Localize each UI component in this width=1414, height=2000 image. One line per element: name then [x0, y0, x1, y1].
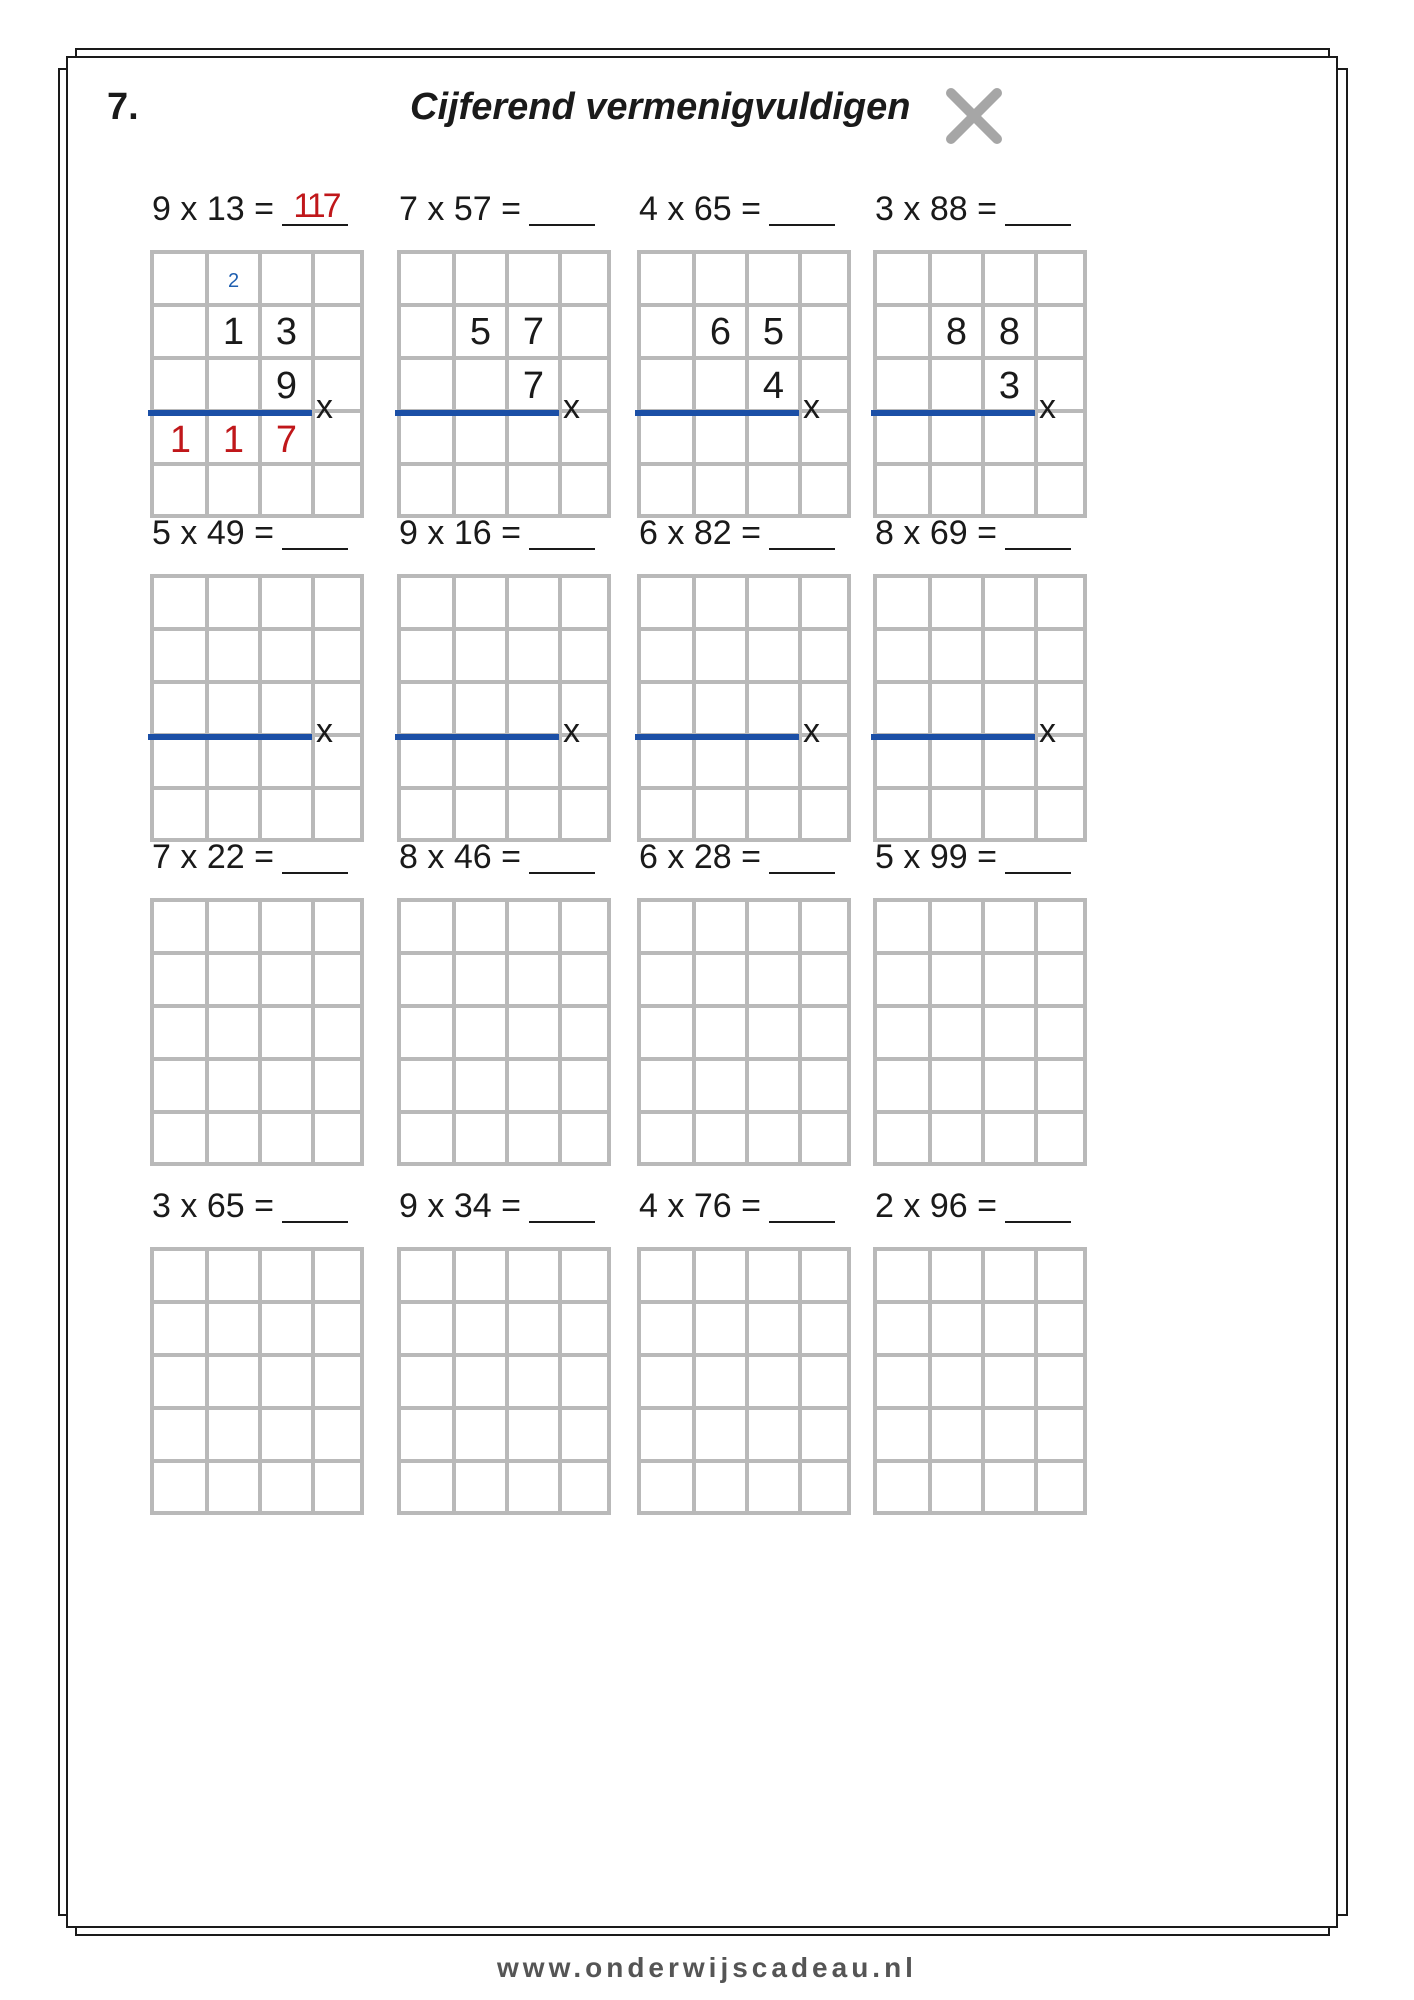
answer-blank[interactable]: [769, 514, 835, 550]
question-text: 3 x 88 =: [875, 190, 997, 228]
calculation-grid[interactable]: [873, 898, 1087, 1166]
carry-digit: 2: [227, 270, 240, 292]
exercise: [843, 514, 1103, 859]
answer-blank[interactable]: [282, 514, 348, 550]
grid-line: [641, 574, 847, 578]
grid-line: [154, 898, 360, 902]
calculation-grid[interactable]: [873, 250, 1087, 518]
grid-line: [877, 627, 1083, 631]
top-digit: 8: [945, 311, 968, 353]
exercise-question: [607, 514, 867, 553]
exercise-question: [120, 514, 380, 553]
grid-line: [981, 574, 985, 842]
exercise: [367, 1187, 627, 1532]
grid-line: [154, 462, 360, 466]
grid-line: [877, 1162, 1083, 1166]
exercise-question: [367, 838, 627, 877]
grid-line: [641, 1511, 847, 1515]
grid-line: [154, 951, 360, 955]
sheet-number: 7.: [107, 86, 139, 128]
grid-line: [311, 1247, 315, 1515]
grid-line: [205, 574, 209, 842]
exercise-question: [843, 514, 1103, 553]
question-text: 8 x 46 =: [399, 838, 521, 876]
grid-line: [692, 574, 696, 842]
grid-line: [877, 356, 1083, 360]
answer-blank[interactable]: [529, 190, 595, 226]
question-text: 4 x 76 =: [639, 1187, 761, 1225]
grid-line: [1034, 898, 1038, 1166]
grid-line: [877, 303, 1083, 307]
answer-blank[interactable]: [282, 838, 348, 874]
grid-line: [401, 1247, 607, 1251]
calculation-grid[interactable]: [397, 898, 611, 1166]
multiply-sign: x: [563, 388, 580, 426]
page-title: Cijferend vermenigvuldigen: [410, 86, 911, 128]
grid-line: [877, 898, 1083, 902]
grid-line: [745, 898, 749, 1166]
answer-blank[interactable]: [769, 838, 835, 874]
grid-line: [877, 680, 1083, 684]
question-text: 5 x 49 =: [152, 514, 274, 552]
grid-line: [154, 356, 360, 360]
grid-line: [641, 356, 847, 360]
question-text: 9 x 34 =: [399, 1187, 521, 1225]
grid-line: [641, 898, 847, 902]
question-text: 8 x 69 =: [875, 514, 997, 552]
grid-line: [641, 1110, 847, 1114]
grid-line: [452, 1247, 456, 1515]
grid-line: [641, 303, 847, 307]
multiply-sign: x: [1039, 712, 1056, 750]
grid-line: [401, 1459, 607, 1463]
exercise-question: [607, 1187, 867, 1226]
top-digit: 5: [762, 311, 785, 353]
answer-blank[interactable]: [1005, 514, 1071, 550]
question-text: 2 x 96 =: [875, 1187, 997, 1225]
sum-line: [395, 410, 559, 416]
question-text: 3 x 65 =: [152, 1187, 274, 1225]
exercise: [367, 190, 627, 535]
grid-line: [877, 951, 1083, 955]
site-url: www.onderwijscadeau.nl: [497, 1952, 917, 1983]
grid-line: [641, 786, 847, 790]
grid-line: [401, 1057, 607, 1061]
grid-line: [1034, 1247, 1038, 1515]
top-digit: 3: [275, 311, 298, 353]
grid-line: [641, 1004, 847, 1008]
grid-line: [154, 680, 360, 684]
grid-line: [981, 1247, 985, 1515]
question-text: 7 x 22 =: [152, 838, 274, 876]
grid-line: [641, 680, 847, 684]
question-text: 6 x 28 =: [639, 838, 761, 876]
grid-line: [154, 1511, 360, 1515]
calculation-grid[interactable]: [150, 898, 364, 1166]
multiply-sign: x: [316, 388, 333, 426]
grid-line: [311, 574, 315, 842]
multiply-sign: x: [563, 712, 580, 750]
top-digit: 6: [709, 311, 732, 353]
answer-blank[interactable]: [529, 514, 595, 550]
exercise-question: [843, 1187, 1103, 1226]
grid-line: [154, 250, 360, 254]
grid-line: [154, 1406, 360, 1410]
top-digit: 5: [469, 311, 492, 353]
calculation-grid[interactable]: [637, 898, 851, 1166]
grid-line: [641, 1162, 847, 1166]
exercise: [843, 190, 1103, 535]
answer-blank[interactable]: [1005, 1187, 1071, 1223]
grid-line: [692, 250, 696, 518]
grid-line: [558, 1247, 562, 1515]
calculation-grid[interactable]: [150, 1247, 364, 1515]
grid-line: [401, 250, 607, 254]
calculation-grid[interactable]: [150, 574, 364, 842]
grid-line: [641, 1057, 847, 1061]
grid-line: [154, 1300, 360, 1304]
exercise: [607, 1187, 867, 1532]
exercise-question: [843, 190, 1103, 229]
calculation-grid[interactable]: [397, 1247, 611, 1515]
top-digit: 7: [522, 311, 545, 353]
grid-line: [258, 1247, 262, 1515]
top-digit: 8: [998, 311, 1021, 353]
grid-line: [641, 951, 847, 955]
grid-line: [401, 627, 607, 631]
grid-line: [401, 303, 607, 307]
grid-line: [928, 250, 932, 518]
grid-line: [877, 1353, 1083, 1357]
grid-line: [692, 898, 696, 1166]
grid-line: [877, 1004, 1083, 1008]
grid-line: [154, 1162, 360, 1166]
grid-line: [154, 1459, 360, 1463]
answer-blank[interactable]: [282, 1187, 348, 1223]
grid-line: [154, 303, 360, 307]
multiplier-digit: 7: [522, 365, 545, 407]
result-digit: 1: [222, 419, 245, 461]
grid-line: [401, 1110, 607, 1114]
grid-line: [401, 786, 607, 790]
question-text: 6 x 82 =: [639, 514, 761, 552]
exercise: [367, 838, 627, 1183]
grid-line: [928, 574, 932, 842]
grid-line: [798, 1247, 802, 1515]
multiplier-digit: 3: [998, 365, 1021, 407]
exercise-question: [120, 1187, 380, 1226]
grid-line: [981, 898, 985, 1166]
sum-line: [148, 734, 312, 740]
answer-text: 117: [293, 187, 339, 225]
answer-blank[interactable]: [769, 1187, 835, 1223]
exercise: [120, 514, 380, 859]
exercise: [120, 838, 380, 1183]
grid-line: [311, 898, 315, 1166]
grid-line: [401, 898, 607, 902]
grid-line: [154, 627, 360, 631]
sum-line: [148, 410, 312, 416]
sum-line: [871, 410, 1035, 416]
exercise: [843, 838, 1103, 1183]
calculation-grid[interactable]: [637, 574, 851, 842]
grid-line: [401, 574, 607, 578]
grid-line: [258, 574, 262, 842]
grid-line: [154, 1057, 360, 1061]
grid-line: [154, 574, 360, 578]
grid-line: [877, 1459, 1083, 1463]
grid-line: [877, 1057, 1083, 1061]
grid-line: [641, 1459, 847, 1463]
exercise-question: [607, 838, 867, 877]
grid-line: [401, 1353, 607, 1357]
grid-line: [745, 1247, 749, 1515]
grid-line: [401, 951, 607, 955]
grid-line: [205, 898, 209, 1166]
sum-line: [395, 734, 559, 740]
exercise-question: [367, 1187, 627, 1226]
calculation-grid[interactable]: [637, 1247, 851, 1515]
grid-line: [505, 898, 509, 1166]
grid-line: [745, 574, 749, 842]
exercise: [843, 1187, 1103, 1532]
result-digit: 1: [169, 419, 192, 461]
multiply-icon: [943, 85, 1005, 147]
calculation-grid[interactable]: [150, 250, 364, 518]
exercise: [607, 838, 867, 1183]
calculation-grid[interactable]: [637, 250, 851, 518]
exercise-question: [120, 838, 380, 877]
exercise: [607, 190, 867, 535]
exercise: [120, 187, 380, 535]
grid-line: [401, 1004, 607, 1008]
multiplier-digit: 9: [275, 365, 298, 407]
result-digit: 7: [275, 419, 298, 461]
grid-line: [641, 1300, 847, 1304]
sum-line: [635, 734, 799, 740]
grid-line: [258, 898, 262, 1166]
question-text: 7 x 57 =: [399, 190, 521, 228]
grid-line: [558, 898, 562, 1166]
question-text: 9 x 13 =: [152, 190, 274, 228]
grid-line: [154, 1353, 360, 1357]
question-text: 4 x 65 =: [639, 190, 761, 228]
answer-blank[interactable]: [529, 1187, 595, 1223]
question-text: 9 x 16 =: [399, 514, 521, 552]
sum-line: [635, 410, 799, 416]
grid-line: [401, 1406, 607, 1410]
answer-blank[interactable]: [1005, 838, 1071, 874]
grid-line: [877, 574, 1083, 578]
grid-line: [641, 462, 847, 466]
grid-line: [452, 574, 456, 842]
grid-line: [452, 250, 456, 518]
exercise: [120, 1187, 380, 1532]
grid-line: [877, 250, 1083, 254]
grid-line: [154, 1110, 360, 1114]
grid-line: [401, 356, 607, 360]
exercise-question: [367, 514, 627, 553]
grid-line: [401, 462, 607, 466]
answer-blank[interactable]: [282, 187, 348, 226]
answer-blank[interactable]: [529, 838, 595, 874]
exercise-question: [367, 190, 627, 229]
grid-line: [1034, 574, 1038, 842]
sum-line: [871, 734, 1035, 740]
grid-line: [154, 786, 360, 790]
grid-line: [401, 1162, 607, 1166]
exercise-question: [843, 838, 1103, 877]
grid-line: [928, 1247, 932, 1515]
grid-line: [877, 462, 1083, 466]
grid-line: [205, 1247, 209, 1515]
grid-line: [877, 786, 1083, 790]
grid-line: [452, 898, 456, 1166]
answer-blank[interactable]: [1005, 190, 1071, 226]
multiply-sign: x: [1039, 388, 1056, 426]
grid-line: [641, 1406, 847, 1410]
answer-blank[interactable]: [769, 190, 835, 226]
grid-line: [558, 574, 562, 842]
grid-line: [692, 1247, 696, 1515]
grid-line: [505, 574, 509, 842]
grid-line: [877, 1406, 1083, 1410]
grid-line: [877, 1300, 1083, 1304]
grid-line: [401, 1511, 607, 1515]
multiplier-digit: 4: [762, 365, 785, 407]
grid-line: [798, 574, 802, 842]
question-text: 5 x 99 =: [875, 838, 997, 876]
multiply-sign: x: [803, 388, 820, 426]
grid-line: [928, 898, 932, 1166]
grid-line: [401, 680, 607, 684]
exercise-question: [607, 190, 867, 229]
grid-line: [877, 1511, 1083, 1515]
grid-line: [877, 1247, 1083, 1251]
calculation-grid[interactable]: [873, 574, 1087, 842]
exercise: [607, 514, 867, 859]
calculation-grid[interactable]: [873, 1247, 1087, 1515]
grid-line: [641, 1247, 847, 1251]
grid-line: [154, 1004, 360, 1008]
exercise-question: [120, 187, 380, 229]
calculation-grid[interactable]: [397, 250, 611, 518]
calculation-grid[interactable]: [397, 574, 611, 842]
grid-line: [154, 1247, 360, 1251]
exercise: [367, 514, 627, 859]
grid-line: [641, 250, 847, 254]
grid-line: [401, 1300, 607, 1304]
grid-line: [505, 1247, 509, 1515]
grid-line: [798, 898, 802, 1166]
grid-line: [877, 1110, 1083, 1114]
grid-line: [641, 1353, 847, 1357]
multiply-sign: x: [316, 712, 333, 750]
top-digit: 1: [222, 311, 245, 353]
grid-line: [641, 627, 847, 631]
multiply-sign: x: [803, 712, 820, 750]
